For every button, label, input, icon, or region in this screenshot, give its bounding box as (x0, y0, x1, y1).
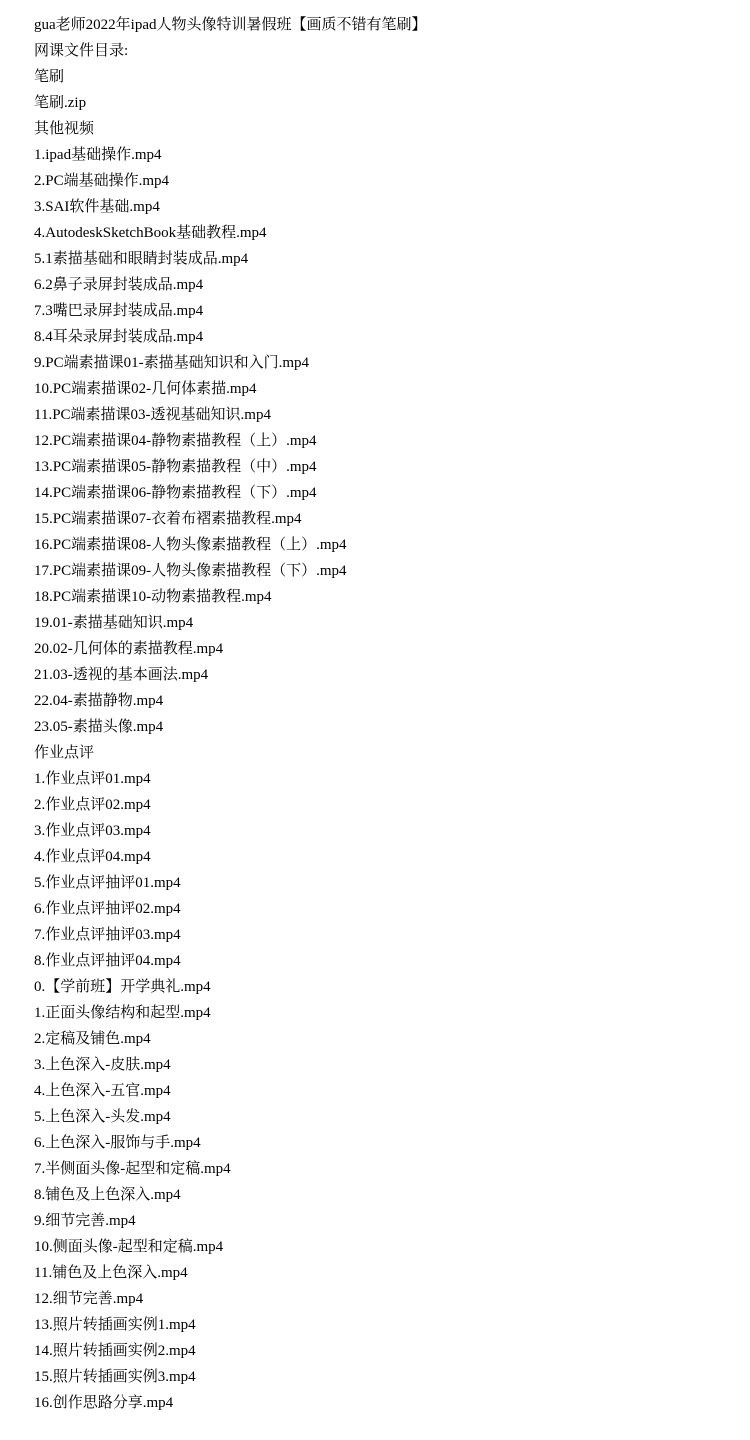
list-item: 20.02-几何体的素描教程.mp4 (34, 641, 224, 657)
list-item: 1.作业点评01.mp4 (34, 771, 151, 787)
list-item: 1.ipad基础操作.mp4 (34, 147, 162, 163)
list-item: 4.AutodeskSketchBook基础教程.mp4 (34, 225, 267, 241)
list-item: 4.作业点评04.mp4 (34, 849, 151, 865)
list-item: 3.上色深入-皮肤.mp4 (34, 1057, 171, 1073)
list-item: 16.PC端素描课08-人物头像素描教程（上）.mp4 (34, 537, 347, 553)
list-item: 2.PC端基础操作.mp4 (34, 173, 170, 189)
list-item: 6.作业点评抽评02.mp4 (34, 901, 181, 917)
list-item: 22.04-素描静物.mp4 (34, 693, 164, 709)
list-item: 12.PC端素描课04-静物素描教程（上）.mp4 (34, 433, 317, 449)
list-item: 笔刷.zip (34, 95, 87, 111)
list-item: 23.05-素描头像.mp4 (34, 719, 164, 735)
list-item: 12.细节完善.mp4 (34, 1291, 144, 1307)
list-item: 其他视频 (34, 121, 95, 137)
list-item: 7.作业点评抽评03.mp4 (34, 927, 181, 943)
list-item: 9.细节完善.mp4 (34, 1213, 136, 1229)
list-item: 19.01-素描基础知识.mp4 (34, 615, 194, 631)
list-item: 15.PC端素描课07-衣着布褶素描教程.mp4 (34, 511, 302, 527)
list-item: 5.1素描基础和眼睛封装成品.mp4 (34, 251, 249, 267)
list-item: 0.【学前班】开学典礼.mp4 (34, 979, 211, 995)
file-list (0, 64, 750, 1416)
list-item: 10.侧面头像-起型和定稿.mp4 (34, 1239, 224, 1255)
list-item: 5.作业点评抽评01.mp4 (34, 875, 181, 891)
list-item: 15.照片转插画实例3.mp4 (34, 1369, 196, 1385)
list-item: 1.正面头像结构和起型.mp4 (34, 1005, 211, 1021)
list-item: 17.PC端素描课09-人物头像素描教程（下）.mp4 (34, 563, 347, 579)
list-item: 11.铺色及上色深入.mp4 (34, 1265, 188, 1281)
list-item: 笔刷 (34, 69, 65, 85)
list-item: 8.作业点评抽评04.mp4 (34, 953, 181, 969)
document-subtitle: 网课文件目录: (34, 43, 129, 59)
list-item: 7.3嘴巴录屏封装成品.mp4 (34, 303, 204, 319)
list-item: 18.PC端素描课10-动物素描教程.mp4 (34, 589, 272, 605)
list-item: 2.定稿及铺色.mp4 (34, 1031, 151, 1047)
list-item: 13.PC端素描课05-静物素描教程（中）.mp4 (34, 459, 317, 475)
list-item: 21.03-透视的基本画法.mp4 (34, 667, 209, 683)
list-item: 2.作业点评02.mp4 (34, 797, 151, 813)
list-item: 3.作业点评03.mp4 (34, 823, 151, 839)
list-item: 11.PC端素描课03-透视基础知识.mp4 (34, 407, 271, 423)
list-item: 8.4耳朵录屏封装成品.mp4 (34, 329, 204, 345)
list-item: 13.照片转插画实例1.mp4 (34, 1317, 196, 1333)
list-item: 16.创作思路分享.mp4 (34, 1395, 174, 1411)
list-item: 14.照片转插画实例2.mp4 (34, 1343, 196, 1359)
list-item: 3.SAI软件基础.mp4 (34, 199, 160, 215)
list-item: 作业点评 (34, 745, 95, 761)
page-title: gua老师2022年ipad人物头像特训暑假班【画质不错有笔刷】 (34, 17, 427, 33)
list-item: 4.上色深入-五官.mp4 (34, 1083, 171, 1099)
list-item: 6.上色深入-服饰与手.mp4 (34, 1135, 201, 1151)
list-item: 7.半侧面头像-起型和定稿.mp4 (34, 1161, 231, 1177)
list-item: 9.PC端素描课01-素描基础知识和入门.mp4 (34, 355, 310, 371)
list-item: 5.上色深入-头发.mp4 (34, 1109, 171, 1125)
list-item: 6.2鼻子录屏封装成品.mp4 (34, 277, 204, 293)
list-item: 14.PC端素描课06-静物素描教程（下）.mp4 (34, 485, 317, 501)
list-item: 10.PC端素描课02-几何体素描.mp4 (34, 381, 257, 397)
list-item: 8.铺色及上色深入.mp4 (34, 1187, 181, 1203)
